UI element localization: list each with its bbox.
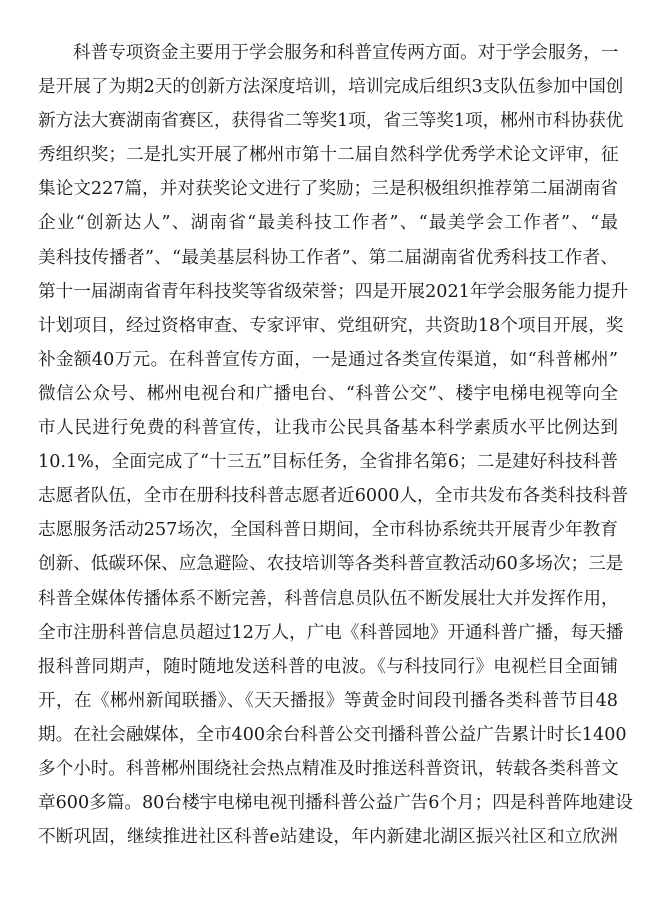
text-line: 多个小时。科普郴州围绕社会热点精准及时推送科普资讯，转载各类科普文 [38, 758, 619, 779]
text-line: 秀组织奖；二是扎实开展了郴州市第十二届自然科学优秀学术论文评审，征 [38, 145, 619, 166]
text-line: 市人民进行免费的科普宣传，让我市公民具备基本科学素质水平比例达到 [38, 418, 618, 439]
text-line: 是开展了为期2天的创新方法深度培训，培训完成后组织3支队伍参加中国创 [38, 77, 624, 98]
text-line: 补金额40万元。在科普宣传方面，一是通过各类宣传渠道，如“科普郴州” [38, 349, 618, 370]
text-line: 期。在社会融媒体，全市400余台科普公交刊播科普公益广告累计时长1400 [38, 724, 627, 745]
text-line: 美科技传播者”、“最美基层科协工作者”、第二届湖南省优秀科技工作者、 [38, 247, 618, 268]
body-paragraph [38, 36, 633, 854]
text-line: 新方法大赛湖南省赛区，获得省二等奖1项，省三等奖1项，郴州市科协获优 [38, 111, 624, 132]
text-line: 科普专项资金主要用于学会服务和科普宣传两方面。对于学会服务，一 [73, 43, 619, 63]
text-line: 企业“创新达人”、湖南省“最美科技工作者”、“最美学会工作者”、“最 [38, 213, 618, 234]
text-line: 志愿者队伍，全市在册科技科普志愿者近6000人，全市共发布各类科技科普 [38, 486, 629, 507]
text-line: 章600多篇。80台楼宇电梯电视刊播科普公益广告6个月；四是科普阵地建设 [38, 793, 633, 814]
text-line: 微信公众号、郴州电视台和广播电台、“科普公交”、楼宇电梯电视等向全 [38, 383, 618, 404]
text-line: 集论文227篇，并对获奖论文进行了奖励；三是积极组织推荐第二届湖南省 [38, 179, 618, 200]
text-line: 报科普同期声，随时随地发送科普的电波。《与科技同行》电视栏目全面铺 [38, 656, 618, 677]
text-line: 不断巩固，继续推进社区科普e站建设，年内新建北湖区振兴社区和立欣洲 [38, 827, 618, 848]
text-line: 第十一届湖南省青年科技奖等省级荣誉；四是开展2021年学会服务能力提升 [38, 281, 629, 302]
text-line: 志愿服务活动257场次，全国科普日期间，全市科协系统共开展青少年教育 [38, 520, 618, 541]
text-line: 创新、低碳环保、应急避险、农技培训等各类科普宣教活动60多场次；三是 [38, 554, 624, 575]
text-line: 科普全媒体传播体系不断完善，科普信息员队伍不断发展壮大并发挥作用， [38, 588, 619, 609]
text-line: 计划项目，经过资格审查、专家评审、党组研究，共资助18个项目开展，奖 [38, 315, 624, 336]
text-line: 10.1%，全面完成了“十三五”目标任务，全省排名第6；二是建好科技科普 [38, 452, 618, 473]
text-line: 全市注册科普信息员超过12万人，广电《科普园地》开通科普广播，每天播 [38, 622, 624, 643]
text-line: 开，在《郴州新闻联播》、《天天播报》等黄金时间段刊播各类科普节目48 [38, 690, 618, 711]
